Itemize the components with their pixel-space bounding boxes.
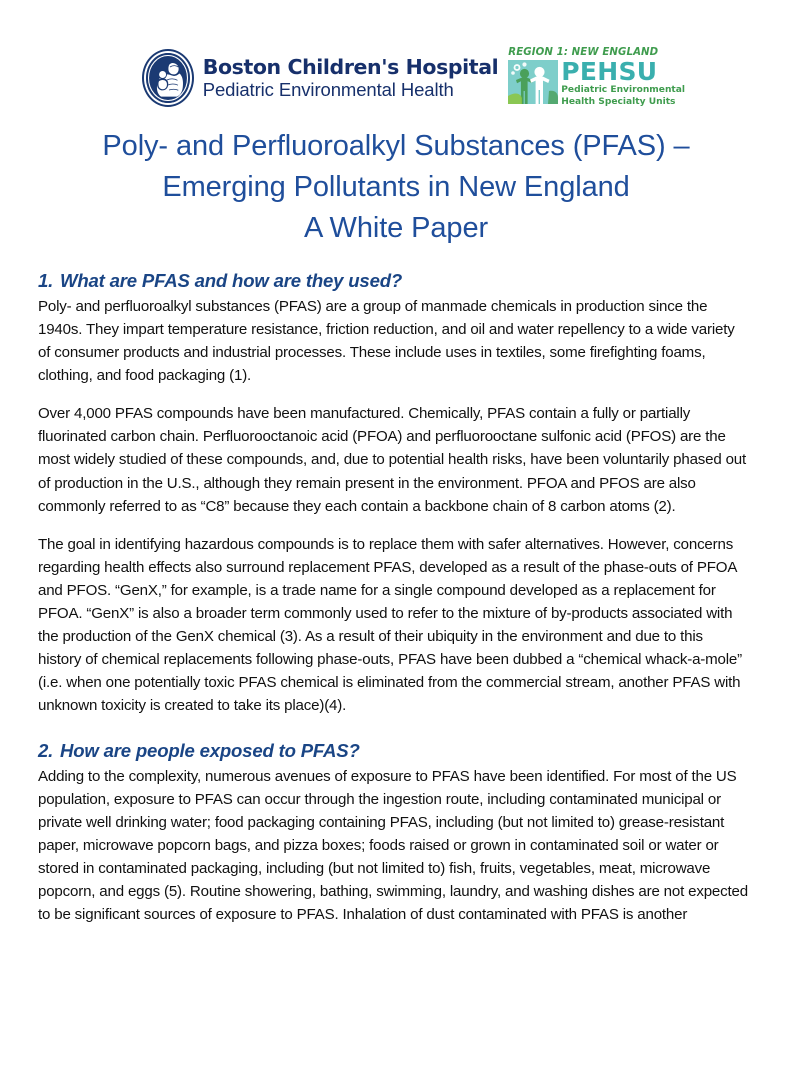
section-1-heading: [38, 268, 750, 294]
title-line-3: A White Paper: [303, 211, 489, 244]
section-1: [38, 268, 750, 717]
pehsu-logo: [508, 46, 686, 108]
pehsu-region-label: REGION 1: NEW ENGLAND: [508, 46, 659, 58]
title-line-1: Poly- and Perfluoroalkyl Substances (PFAS) –: [102, 130, 690, 162]
title-line-2: Emerging Pollutants in New England: [162, 170, 630, 203]
section-1-heading-text: What are PFAS and how are they used?: [60, 270, 403, 291]
header-logo-band: [0, 42, 792, 114]
section-2: [38, 738, 750, 927]
boston-childrens-hospital-logo: [142, 49, 499, 107]
section-1-paragraph-2: Over 4,000 PFAS compounds have been manufactured. Chemically, PFAS contain a fully or partially fluorinated carbon chain. Perfluorooctanoic acid (PFOA) and perfluorooctane sulfonic acid (PFOS) are the most widely studied of these compounds, and, due to potential health risks, have been voluntarily phased out of production in the U.S., although they remain present in the environment. PFOA and PFOS are also commonly referred to as “C8” because they each contain a backbone chain of 8 carbon atoms (2).: [38, 405, 747, 515]
bch-seal-icon: [142, 49, 194, 107]
pehsu-tagline-line1: Pediatric Environmental: [561, 84, 686, 95]
section-2-heading: [38, 738, 750, 764]
section-1-paragraph-3: The goal in identifying hazardous compounds is to replace them with safer alternatives. However, concerns regarding health effects also surround replacement PFAS, developed as a result of the phase-outs of PFOA and PFOS. “GenX,” for example, is a trade name for a single compound developed as a replacement for PFOA. “GenX” is also a broader term commonly used to refer to the mixture of by-products associated with the production of the GenX chemical (3). As a result of their ubiquity in the environment and due to this history of chemical replacements following phase-outs, PFAS have been dubbed a “chemical whack-a-mole” (i.e. when one potentially toxic PFAS chemical is eliminated from the commercial stream, another PFAS with unknown toxicity is created to take its place)(4).: [38, 535, 742, 714]
section-2-paragraph-1: Adding to the complexity, numerous avenues of exposure to PFAS have been identified. For most of the US population, exposure to PFAS can occur through the ingestion route, including contaminated municipal or private well drinking water; food packaging containing PFAS, including (but not limited to) grease-resistant paper, microwave popcorn bags, and pizza boxes; foods raised or grown in contaminated soil or water or stored in contaminated packaging, including (but not limited to) fish, fruits, vegetables, meat, microwave popcorn, and eggs (5). Routine showering, bathing, swimming, laundry, and washing dishes are not expected to be significant sources of exposure to PFAS. Inhalation of dust contaminated with PFAS is another: [38, 768, 748, 924]
bch-department-line: Pediatric Environmental Health: [202, 78, 454, 100]
section-2-number: 2.: [38, 739, 54, 761]
section-2-heading-text: How are people exposed to PFAS?: [60, 739, 360, 761]
document-body: [38, 268, 750, 933]
document-title: [46, 126, 746, 249]
pehsu-children-icon: [508, 60, 558, 104]
section-1-paragraph-1: Poly- and perfluoroalkyl substances (PFAS) are a group of manmade chemicals in production since the 1940s. They impart temperature resistance, friction reduction, and oil and water repellency to a wide variety of consumer products and industrial processes. These include uses in textiles, some firefighting foams, clothing, and food packaging (1).: [38, 298, 735, 385]
bch-wordmark: [203, 57, 499, 99]
pehsu-tagline-line2: Health Specialty Units: [561, 96, 676, 107]
section-1-number: 1.: [38, 270, 54, 291]
pehsu-acronym: PEHSU: [561, 57, 658, 87]
bch-name-line: Boston Children's Hospital: [202, 55, 499, 79]
